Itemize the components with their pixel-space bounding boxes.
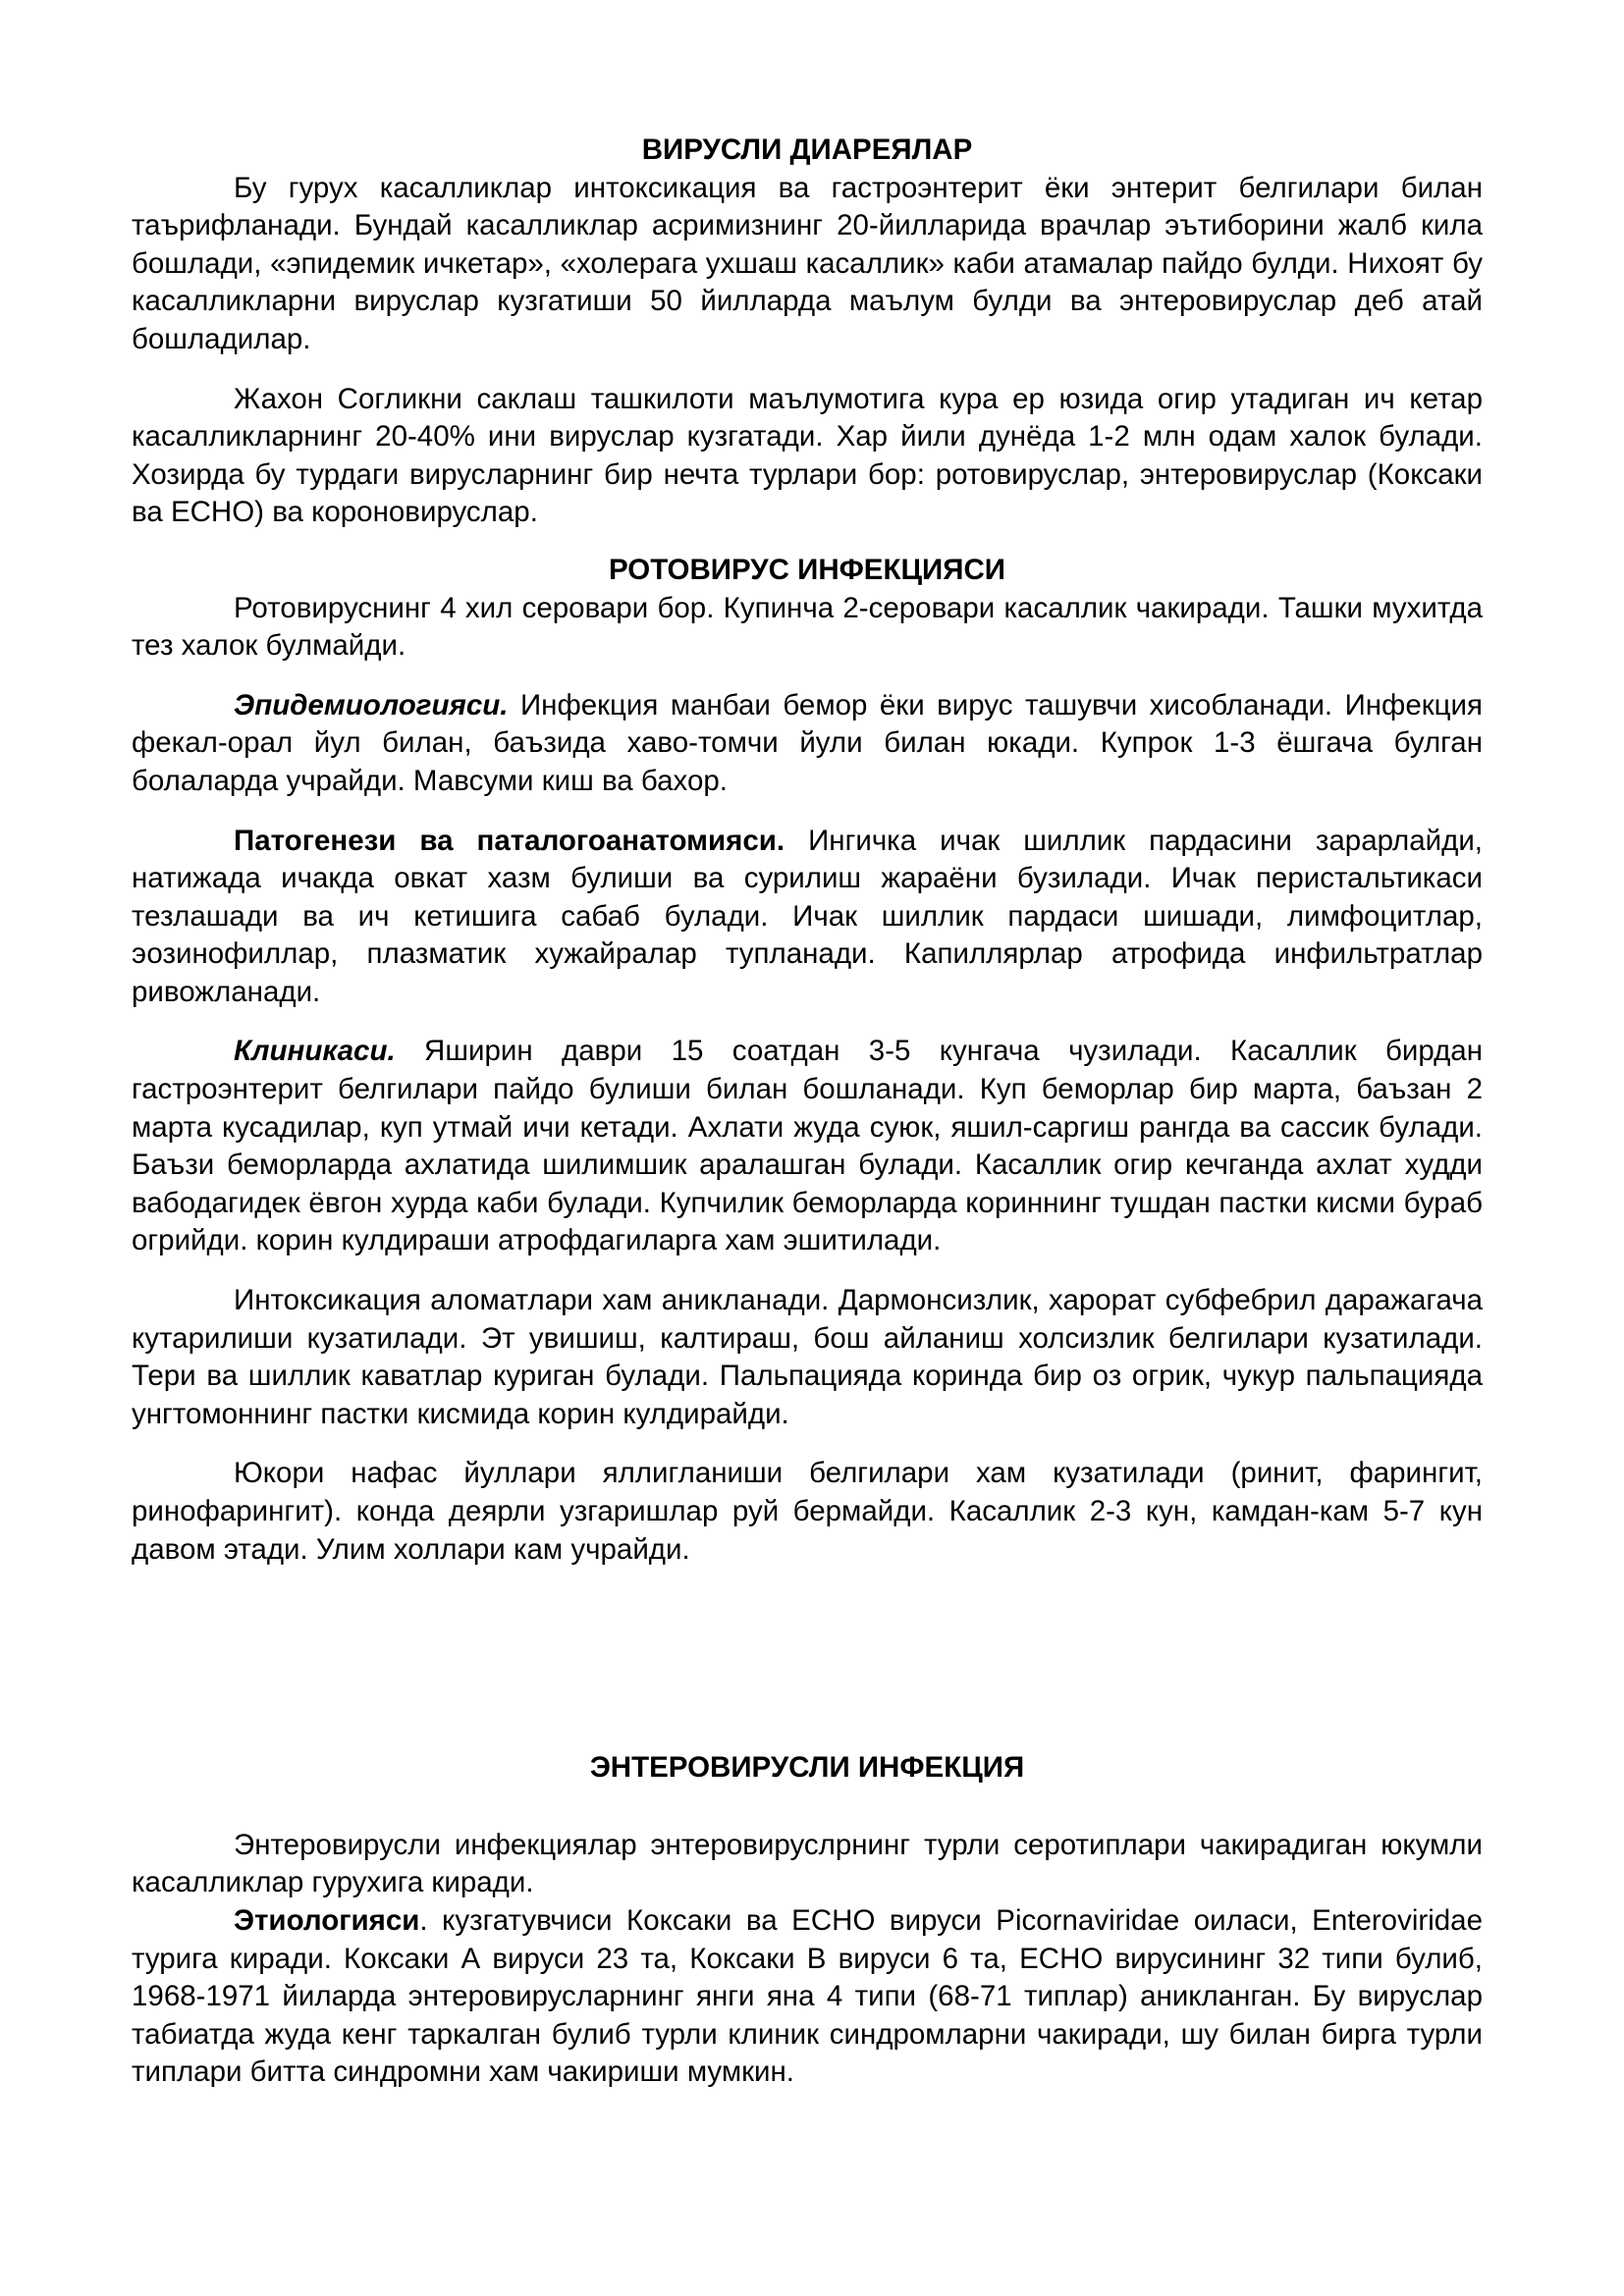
clinic-label: Клиникаси. xyxy=(234,1035,396,1068)
heading-viral-diarrhea: ВИРУСЛИ ДИАРЕЯЛАР xyxy=(641,133,973,166)
pathogenesis-text: Ингичка ичак шиллик пардасини зарарлайди, натижада ичакда овкат хазм булиши ва сурилиш жараёни бузилади. Ичак перистальтикаси тезлашади ва ич кетишига сабаб булади. Ичак шиллик пардаси шишади, лимфоцитлар, эозинофиллар, плазматик хужайралар тупланади. Капиллярлар атрофида инфильтратлар ривожланади. xyxy=(132,824,1483,1008)
paragraph-rota-clinic xyxy=(132,1033,1483,1260)
epidemiology-text: Инфекция манбаи бемор ёки вирус ташувчи хисобланади. Инфекция фекал-орал йул билан, баъзида хаво-томчи йули билан юкади. Купрок 1-3 ёшгача булган болаларда учрайди. Мавсуми киш ва бахор. xyxy=(132,688,1483,797)
paragraph-entero-intro: Энтеровирусли инфекциялар энтеровируслрнинг турли серотиплари чакирадиган юкумли касалликлар гурухига киради. xyxy=(132,1828,1483,1899)
paragraph-viral-who: Жахон Согликни саклаш ташкилоти маълумотига кура ер юзида огир утадиган ич кетар касалликларнинг 20-40% ини вируслар кузгатади. Хар йили дунёда 1-2 млн одам халок булади. Хозирда бу турдаги вирусларнинг бир нечта турлари бор: ротовируслар, энтеровируслар (Коксаки ва ЕСНО) ва короновируслар. xyxy=(132,382,1483,529)
paragraph-rota-intoxication: Интоксикация аломатлари хам аникланади. Дармонсизлик, харорат субфебрил даражагача кутарилиши кузатилади. Эт увишиш, калтираш, бош айланиш холсизлик белгилари кузатилади. Тери ва шиллик каватлар куриган булади. Пальпацияда коринда бир оз огрик, чукур пальпацияда унгтомоннинг пастки кисмида корин кулдирайди. xyxy=(132,1284,1483,1430)
paragraph-rota-serovars: Ротовируснинг 4 хил серовари бор. Купинча 2-серовари касаллик чакиради. Ташки мухитда тез халок булмайди. xyxy=(132,591,1483,663)
epidemiology-label: Эпидемиологияси. xyxy=(234,688,509,721)
paragraph-entero-etiology xyxy=(132,1902,1483,2092)
heading-enterovirus: ЭНТЕРОВИРУСЛИ ИНФЕКЦИЯ xyxy=(589,1751,1025,1785)
paragraph-viral-intro: Бу гурух касалликлар интоксикация ва гастроэнтерит ёки энтерит белгилари билан таърифланади. Бундай касалликлар асримизнинг 20-йилларида врачлар эътиборини жалб кила бошлади, «эпидемик ичкетар», «холерага ухшаш касаллик» каби атамалар пайдо булди. Нихоят бу касалликларни вируслар кузгатиши 50 йилларда маълум булди ва энтеровируслар деб атай бошладилар. xyxy=(132,171,1483,355)
etiology-label: Этиологияси xyxy=(234,1903,420,1937)
paragraph-rota-pathogenesis xyxy=(132,823,1483,1012)
paragraph-rota-epidemiology xyxy=(132,687,1483,801)
document-page xyxy=(132,132,1483,2092)
pathogenesis-label: Патогенези ва паталогоанатомияси. xyxy=(234,824,785,857)
heading-rotavirus: РОТОВИРУС ИНФЕКЦИЯСИ xyxy=(609,553,1005,586)
paragraph-rota-upper-airways: Юкори нафас йуллари яллигланиши белгилари хам кузатилади (ринит, фарингит, ринофарингит). конда деярли узгаришлар руй бермайди. Касаллик 2-3 кун, камдан-кам 5-7 кун давом этади. Улим холлари кам учрайди. xyxy=(132,1457,1483,1566)
etiology-text: . кузгатувчиси Коксаки ва ЕСНО вируси Picornaviridae оиласи, Enteroviridae турига киради. Коксаки А вируси 23 та, Коксаки В вируси 6 та, ЕСНО вирусининг 32 типи булиб, 1968-1971 йиларда энтеровирусларнинг янги яна 4 типи (68-71 типлар) аникланган. Бу вируслар табиатда жуда кенг таркалган булиб турли клиник синдромларни чакиради, шу билан бирга турли типлари битта синдромни хам чакириши мумкин. xyxy=(132,1903,1483,2089)
clinic-text: Яширин даври 15 соатдан 3-5 кунгача чузилади. Касаллик бирдан гастроэнтерит белгилари пайдо булиши билан бошланади. Куп беморлар бир марта, баъзан 2 марта кусадилар, куп утмай ичи кетади. Ахлати жуда суюк, яшил-саргиш рангда ва сассик булади. Баъзи беморларда ахлатида шилимшик аралашган булади. Касаллик огир кечганда ахлат худди вабодагидек ёвгон хурда каби булади. Купчилик беморларда кориннинг тушдан пастки кисми бураб огрийди. корин кулдираши атрофдагиларга хам эшитилади. xyxy=(132,1035,1483,1257)
